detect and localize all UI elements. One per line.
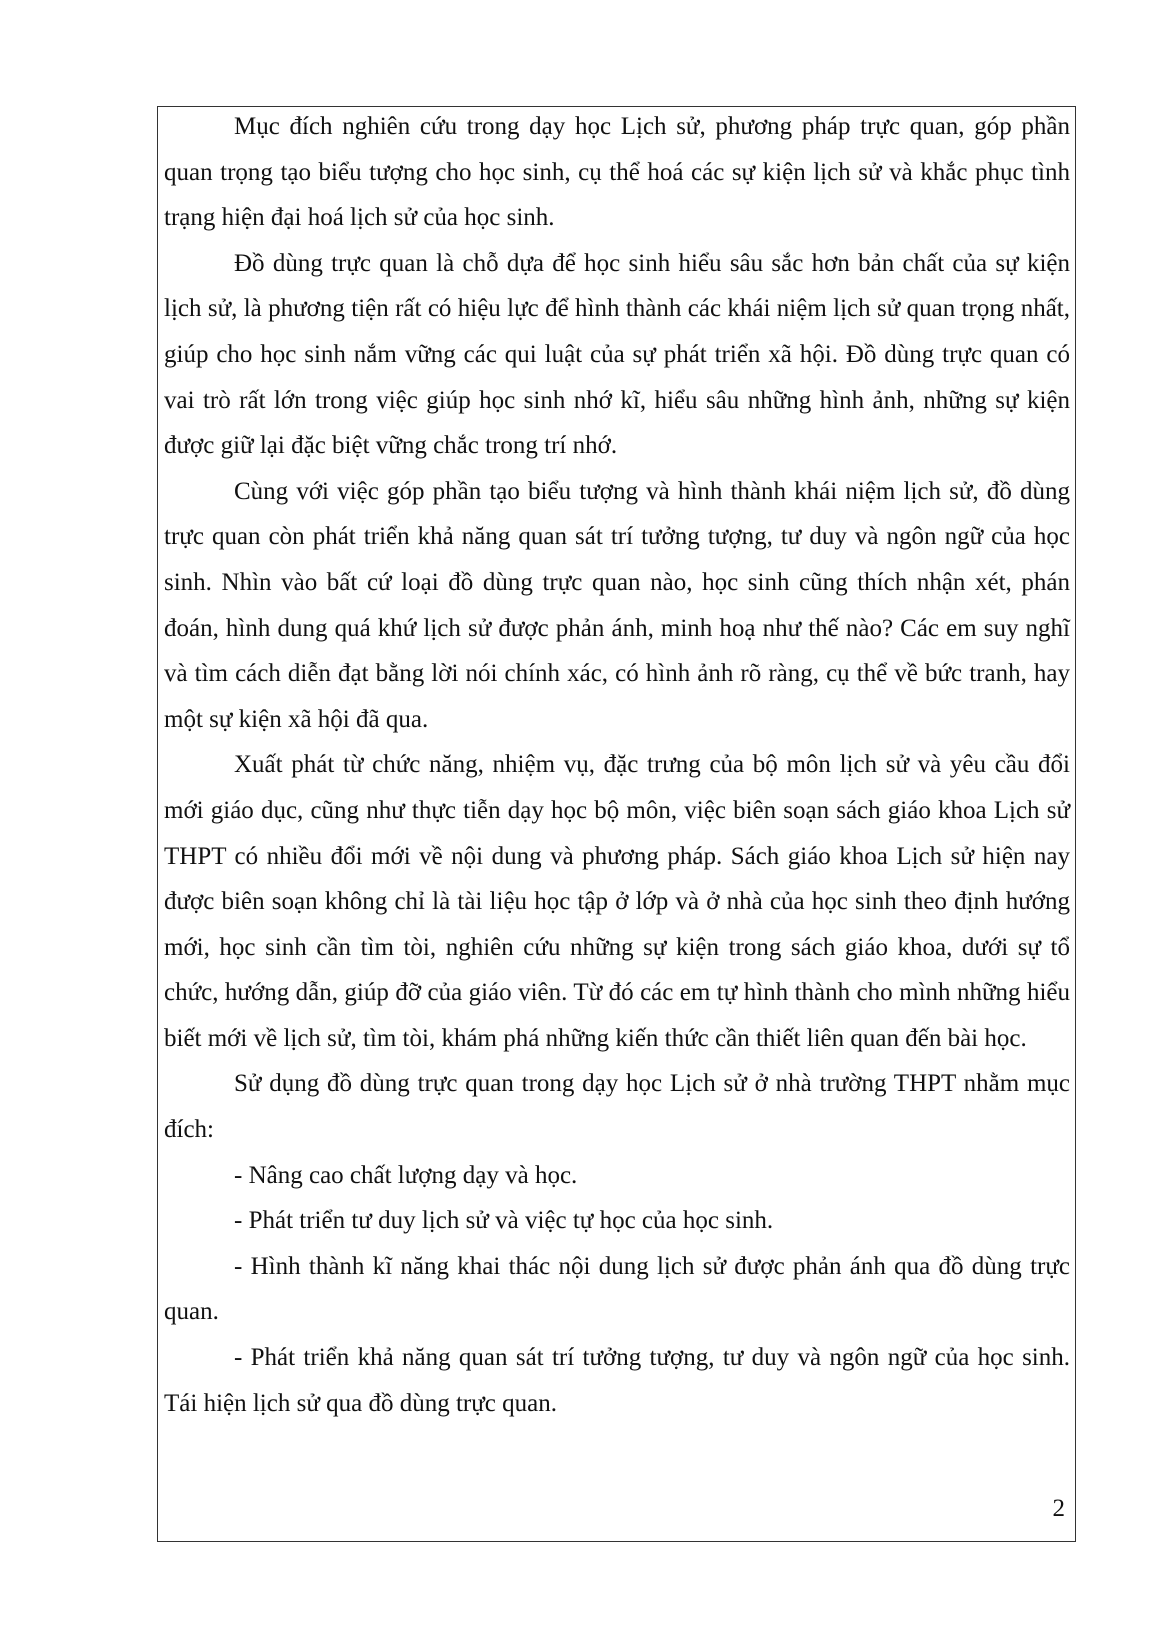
paragraph-observation-skills: Cùng với việc góp phần tạo biểu tượng và hình thành khái niệm lịch sử, đồ dùng trực quan còn phát triển khả năng quan sát trí tưởng tượng, tư duy và ngôn ngữ của học sinh. Nhìn vào bất cứ loại đồ dùng trực quan nào, học sinh cũng thích nhận xét, phán đoán, hình dung quá khứ lịch sử được phản ánh, minh hoạ như thế nào? Các em suy nghĩ và tìm cách diễn đạt bằng lời nói chính xác, có hình ảnh rõ ràng, cụ thể về bức tranh, hay một sự kiện xã hội đã qua. (164, 477, 1070, 733)
page-number: 2 (1052, 1495, 1065, 1522)
list-item-observation: - Phát triển khả năng quan sát trí tưởng tượng, tư duy và ngôn ngữ của học sinh. Tái hiện lịch sử qua đồ dùng trực quan. (164, 1344, 1070, 1417)
list-item-thinking: - Phát triển tư duy lịch sử và việc tự học của học sinh. (234, 1207, 774, 1235)
document-body (164, 104, 1070, 1426)
paragraph-textbook-innovation: Xuất phát từ chức năng, nhiệm vụ, đặc trưng của bộ môn lịch sử và yêu cầu đổi mới giáo dục, cũng như thực tiễn dạy học bộ môn, việc biên soạn sách giáo khoa Lịch sử THPT có nhiều đổi mới về nội dung và phương pháp. Sách giáo khoa Lịch sử hiện nay được biên soạn không chỉ là tài liệu học tập ở lớp và ở nhà của học sinh theo định hướng mới, học sinh cần tìm tòi, nghiên cứu những sự kiện trong sách giáo khoa, dưới sự tổ chức, hướng dẫn, giúp đỡ của giáo viên. Từ đó các em tự hình thành cho mình những hiểu biết mới về lịch sử, tìm tòi, khám phá những kiến thức cần thiết liên quan đến bài học. (164, 751, 1070, 1052)
list-item-quality: - Nâng cao chất lượng dạy và học. (234, 1161, 578, 1189)
paragraph-usage-aims: Sử dụng đồ dùng trực quan trong dạy học Lịch sử ở nhà trường THPT nhằm mục đích: (164, 1070, 1070, 1144)
list-item-skills: - Hình thành kĩ năng khai thác nội dung lịch sử được phản ánh qua đồ dùng trực quan. (164, 1252, 1070, 1326)
paragraph-purpose: Mục đích nghiên cứu trong dạy học Lịch sử, phương pháp trực quan, góp phần quan trọng tạo biểu tượng cho học sinh, cụ thể hoá các sự kiện lịch sử và khắc phục tình trạng hiện đại hoá lịch sử của học sinh. (164, 113, 1070, 232)
paragraph-visual-aids-role: Đồ dùng trực quan là chỗ dựa để học sinh hiểu sâu sắc hơn bản chất của sự kiện lịch sử, là phương tiện rất có hiệu lực để hình thành các khái niệm lịch sử quan trọng nhất, giúp cho học sinh nắm vững các qui luật của sự phát triển xã hội. Đồ dùng trực quan có vai trò rất lớn trong việc giúp học sinh nhớ kĩ, hiểu sâu những hình ảnh, những sự kiện được giữ lại đặc biệt vững chắc trong trí nhớ. (164, 249, 1070, 460)
